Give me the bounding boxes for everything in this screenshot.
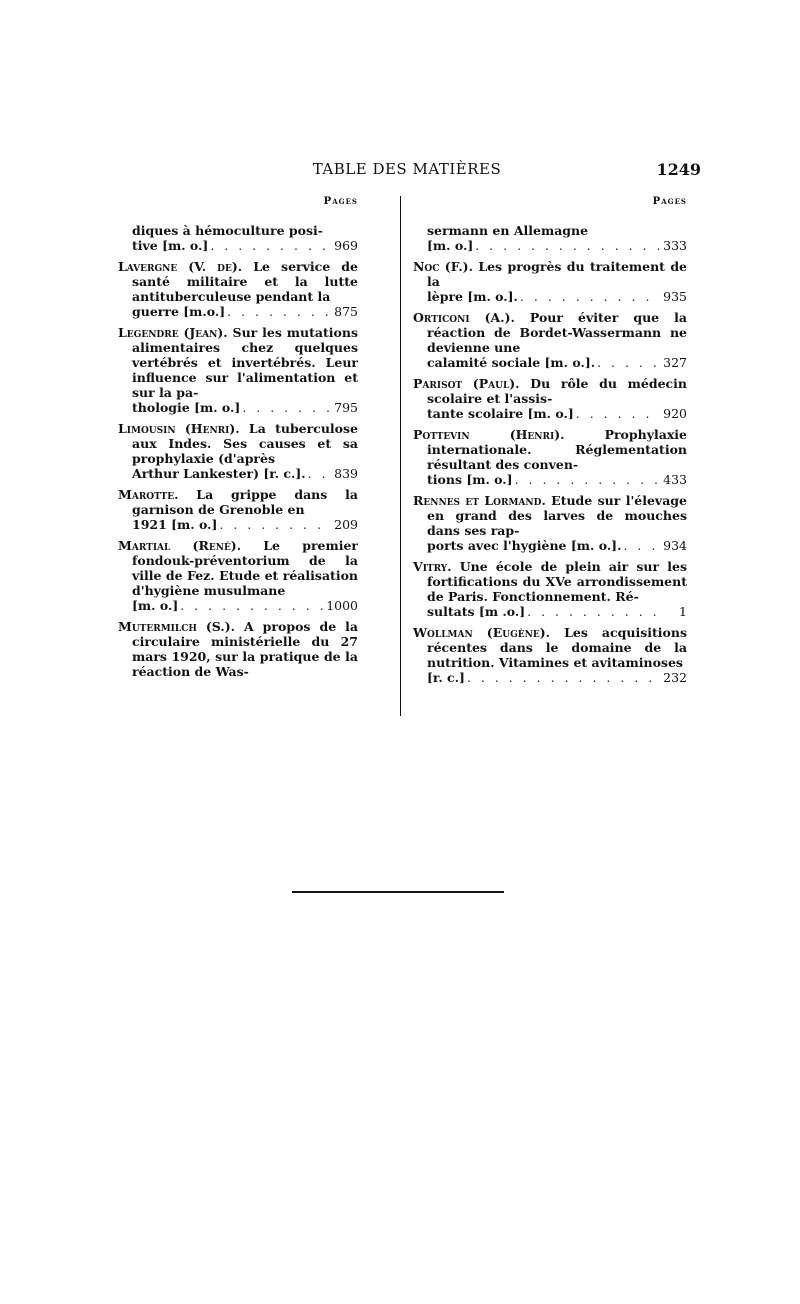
entry-page-number: 934 [663,538,687,553]
bottom-rule [292,891,504,893]
page-number: 1249 [656,160,701,179]
toc-entry [413,625,687,685]
entry-last-line [427,406,687,421]
entry-text: Du rôle du médecin scolaire et l'assis- [427,376,688,406]
entry-last-line [427,472,687,487]
entry-last-line [132,400,358,415]
toc-entry [118,325,358,415]
entry-last-text: guerre [m.o.] [132,304,226,319]
toc-entry [413,559,687,619]
entry-last-text: Arthur Lankester) [r. c.]. [132,466,306,481]
entry-text: Etude sur l'élevage en grand des larves de mouches dans ses rap- [427,493,687,538]
dot-leader [515,472,659,487]
entry-last-text: [m. o.] [427,238,474,253]
entry-last-text: ports avec l'hygiène [m. o.]. [427,538,622,553]
entry-page-number: 795 [334,400,358,415]
entry-text: A propos de la circulaire ministérielle du 27 mars 1920, sur la pratique de la réaction de Was- [132,619,358,679]
dot-leader [227,304,330,319]
dot-leader [597,355,659,370]
entry-text: sermann en Allemagne [427,223,589,238]
entry-text: La tuberculose aux Indes. Ses causes et sa prophylaxie (d'après [132,421,358,466]
entry-last-line [132,598,358,613]
toc-entry [118,487,358,532]
entry-text: Pour éviter que la réaction de Bordet-Wassermann ne devienne une [427,310,688,355]
entry-author: Noc (F.). [413,259,473,274]
column-divider [400,196,401,716]
entry-text: Les progrès du traitement de la [427,259,688,289]
entry-author: Vitry. [413,559,452,574]
entry-author: Marotte. [118,487,179,502]
toc-entry [118,223,358,253]
entry-author: Limousin (Henri). [118,421,240,436]
entry-last-text: thologie [m. o.] [132,400,241,415]
entry-last-line [427,289,687,304]
pages-label-left: Pages [323,196,358,207]
entry-author: Martial (René). [118,538,242,553]
entry-page-number: 1 [679,604,687,619]
toc-entry [413,223,687,253]
entry-last-text: tions [m. o.] [427,472,513,487]
entry-author: Parisot (Paul). [413,376,520,391]
entry-author: Lavergne (V. de). [118,259,243,274]
entry-text: Les acquisitions récentes dans le domaine de la nutrition. Vitamines et avitaminoses [427,625,687,670]
entry-last-text: calamité sociale [m. o.]. [427,355,596,370]
entry-author: Wollman (Eugène). [413,625,550,640]
entry-last-text: [r. c.] [427,670,465,685]
entry-page-number: 920 [663,406,687,421]
pages-label-right: Pages [652,196,687,207]
toc-entry [413,427,687,487]
entry-last-text: tive [m. o.] [132,238,209,253]
entry-last-line [427,670,687,685]
entry-text: Le premier fondouk-préventorium de la ville de Fez. Etude et réalisation d'hygiène musulmane [132,538,358,598]
toc-entry [413,259,687,304]
toc-entry [413,310,687,370]
toc-entry [118,619,358,679]
entry-last-text: lèpre [m. o.]. [427,289,518,304]
entry-last-text: 1921 [m. o.] [132,517,218,532]
dot-leader [242,400,330,415]
entry-last-line [132,517,358,532]
entry-last-text: tante scolaire [m. o.] [427,406,574,421]
entry-page-number: 875 [334,304,358,319]
dot-leader [308,466,330,481]
entry-page-number: 333 [663,238,687,253]
entry-last-line [132,466,358,481]
toc-entry [118,259,358,319]
dot-leader [475,238,659,253]
dot-leader [576,406,659,421]
entry-text: La grippe dans la garnison de Grenoble en [132,487,358,517]
entry-page-number: 433 [663,472,687,487]
entry-page-number: 839 [334,466,358,481]
left-entries [118,223,358,679]
entry-page-number: 969 [334,238,358,253]
entry-author: Pottevin (Henri). [413,427,565,442]
entry-page-number: 1000 [326,598,358,613]
dot-leader [527,604,659,619]
page-header [113,160,701,184]
entry-last-line [132,304,358,319]
entry-author: Orticoni (A.). [413,310,515,325]
entry-text: diques à hémoculture posi- [132,223,323,238]
entry-page-number: 935 [663,289,687,304]
dot-leader [520,289,659,304]
entry-last-text: sultats [m .o.] [427,604,526,619]
dot-leader [210,238,330,253]
entry-page-number: 232 [663,670,687,685]
dot-leader [623,538,659,553]
entry-page-number: 327 [663,355,687,370]
right-column [413,196,687,691]
entry-last-line [427,355,687,370]
toc-entry [413,493,687,553]
entry-text: Sur les mutations alimentaires chez quelques vertébrés et invertébrés. Leur influence sur l'alimentation et sur la pa- [132,325,358,400]
entry-author: Rennes et Lormand. [413,493,546,508]
toc-entry [118,538,358,613]
running-title: TABLE DES MATIÈRES [312,160,502,178]
entry-page-number: 209 [334,517,358,532]
entry-last-line [427,538,687,553]
dot-leader [180,598,324,613]
dot-leader [219,517,330,532]
entry-text: Le service de santé militaire et la lutte antituberculeuse pendant la [132,259,358,304]
entry-last-line [132,238,358,253]
entry-text: Une école de plein air sur les fortifications du XVe arrondissement de Paris. Fonctionnement. Ré- [427,559,687,604]
toc-entry [413,376,687,421]
toc-entry [118,421,358,481]
entry-last-line [427,604,687,619]
entry-author: Mutermilch (S.). [118,619,235,634]
entry-last-line [427,238,687,253]
entry-author: Legendre (Jean). [118,325,228,340]
entry-last-text: [m. o.] [132,598,179,613]
entry-text: Prophylaxie internationale. Réglementation résultant des conven- [427,427,687,472]
dot-leader [467,670,659,685]
left-column [118,196,358,685]
right-entries [413,223,687,685]
